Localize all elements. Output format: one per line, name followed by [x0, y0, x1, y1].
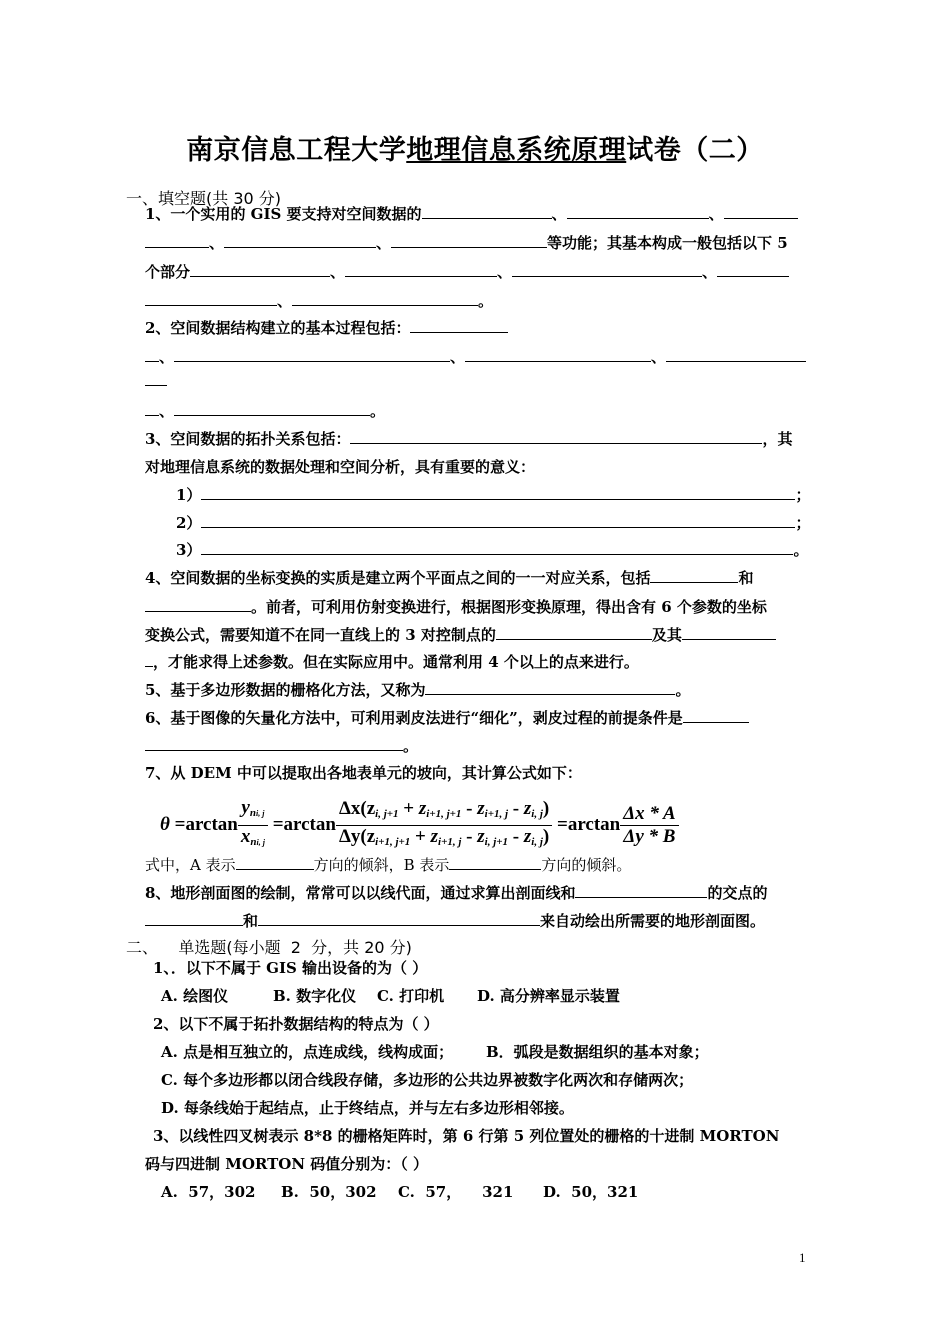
f3-num: Δx * A: [620, 803, 678, 826]
and: 和: [243, 912, 259, 930]
q4-line2-text: 。前者，可利用仿射变换进行，根据图形变换原理，得出含有 6 个参数的坐标: [251, 598, 767, 616]
q8-blank-1[interactable]: [575, 883, 707, 898]
mc1-option-c[interactable]: C. 打印机: [377, 987, 445, 1005]
sep: 、: [651, 348, 667, 366]
sep: 、: [708, 205, 724, 223]
mc3-option-b[interactable]: B. 50，302: [281, 1183, 377, 1201]
q5-blank[interactable]: [425, 680, 675, 695]
f1-num: y: [241, 797, 250, 818]
title-prefix: 南京信息工程大学: [186, 135, 407, 166]
q3-item-3: [176, 536, 808, 564]
q4-line4: [145, 648, 639, 676]
q7-blank-2[interactable]: [449, 855, 541, 870]
sep: 、: [450, 348, 466, 366]
q8-line2: [145, 907, 765, 935]
q1-blank-5[interactable]: [391, 233, 547, 248]
q5-line: [145, 676, 690, 704]
mc3-option-c[interactable]: C. 57， 321: [398, 1183, 514, 1201]
q3-item-label: 2）: [176, 514, 202, 532]
q1-line4: [145, 287, 493, 315]
q2-blank-1b[interactable]: [145, 347, 159, 362]
eq: =: [556, 813, 568, 835]
q6-text: 6、基于图像的矢量化方法中，可利用剥皮法进行“细化”，剥皮过程的前提条件是: [145, 709, 683, 727]
q4-text: 4、空间数据的坐标变换的实质是建立两个平面点之间的一一对应关系，包括: [145, 569, 651, 587]
mc3-option-a[interactable]: A. 57，302: [161, 1183, 256, 1201]
f1-den: x: [240, 826, 251, 847]
sep: 、: [330, 263, 346, 281]
q1-line1: [145, 200, 798, 228]
mc2-option-c[interactable]: C. 每个多边形都以闭合线段存储，多边形的公共边界被数字化两次和存储两次；: [161, 1071, 694, 1089]
q4-blank-4[interactable]: [682, 625, 776, 640]
mc1-option-a[interactable]: A. 绘图仪: [161, 987, 229, 1005]
section2-heading: 二、 单选题(每小题 2 分，共 20 分): [126, 938, 412, 957]
q3-blank[interactable]: [350, 429, 762, 444]
theta: θ: [160, 813, 170, 835]
q7-text: 7、从 DEM 中可以提取出各地表单元的坡向，其计算公式如下：: [145, 764, 582, 782]
q8-line1-end: 的交点的: [707, 884, 768, 902]
q3-item-blank[interactable]: [201, 540, 793, 555]
f1-sub: n: [249, 807, 256, 819]
q8-text: 8、地形剖面图的绘制，常常可以以线代面，通过求算出剖面线和: [145, 884, 576, 902]
fraction-2: $\frac{\Delta x(z_{i, j+1} + z_{i+1, j+1} - z_{i+1, j} - z_{i, j})}{\Delta y(z_{i+1, j+1} + z_{i+1, j} - z_{i, j+1} - z_{i, j})}$: [336, 798, 552, 853]
q8-line2-end: 来自动绘出所需要的地形剖面图。: [540, 912, 766, 930]
sep: 、: [277, 292, 293, 310]
q1-part-blank-3[interactable]: [512, 262, 702, 277]
q8-blank-2[interactable]: [145, 911, 243, 926]
mc2-option-a[interactable]: A. 点是相互独立的，点连成线，线构成面；: [161, 1043, 454, 1061]
mc2-option-b[interactable]: B．弧段是数据组织的基本对象；: [486, 1043, 709, 1061]
q1-blank-4[interactable]: [224, 233, 376, 248]
q7-blank-1[interactable]: [236, 855, 314, 870]
q4-line2: [145, 593, 767, 621]
q1-part-blank-5[interactable]: [292, 291, 478, 306]
sep: 、: [159, 348, 175, 366]
page-number: 1: [799, 1250, 806, 1265]
q2-text: 2、空间数据结构建立的基本过程包括：: [145, 319, 411, 337]
end-mark: 。: [403, 737, 419, 755]
q1-part-blank-4[interactable]: [717, 262, 789, 277]
mc3-option-d[interactable]: D. 50，321: [543, 1183, 639, 1201]
q2-blank-2[interactable]: [174, 347, 450, 362]
q7-formula: [160, 797, 679, 854]
end-mark: 。: [793, 541, 809, 559]
q2-line1: [145, 314, 508, 342]
eq: =: [174, 813, 186, 835]
mc1-option-b[interactable]: B. 数字化仪: [273, 987, 357, 1005]
q2-blank-3[interactable]: [465, 347, 651, 362]
semi: ；: [795, 486, 811, 504]
q1-blank-3[interactable]: [724, 204, 798, 219]
sep: 、: [376, 234, 392, 252]
q4-line3: [145, 621, 776, 649]
mc2-stem: 2、以下不属于拓扑数据结构的特点为（ ）: [153, 1015, 439, 1033]
page-title: [0, 128, 950, 167]
q6-blank-1[interactable]: [683, 708, 749, 723]
q2-overflow-rule: [145, 385, 167, 386]
arctan: arctan: [567, 813, 621, 835]
q2-blank-1[interactable]: [410, 318, 508, 333]
sep: 、: [209, 234, 225, 252]
f1-subsub: i, j: [256, 838, 265, 847]
and: 和: [738, 569, 754, 587]
f1-subsub: i, j: [255, 809, 265, 818]
fraction-1: [238, 797, 268, 854]
q3-item-blank[interactable]: [201, 485, 795, 500]
mc3-stem-line2: 码与四进制 MORTON 码值分别为：（ ）: [145, 1155, 428, 1173]
q4-line4-text: ，才能求得上述参数。但在实际应用中。通常利用 4 个以上的点来进行。: [153, 653, 639, 671]
sep: 、: [551, 205, 567, 223]
q3-item-2: [176, 509, 810, 537]
mc1-option-d[interactable]: D. 高分辨率显示装置: [477, 987, 620, 1005]
q3-item-label: 3）: [176, 541, 202, 559]
q3-item-blank[interactable]: [201, 513, 795, 528]
q4-line1: [145, 564, 753, 592]
q1-blank-3b[interactable]: [145, 233, 209, 248]
q2-line3: [145, 397, 385, 425]
q4-blank-1[interactable]: [650, 568, 738, 583]
sep: 、: [497, 263, 513, 281]
q7-after-2: 方向的倾斜，B 表示: [313, 856, 450, 874]
f1-sub: n: [250, 836, 257, 848]
q6-line2: [145, 732, 418, 760]
q3-item-label: 1）: [176, 486, 202, 504]
q4-blank-2[interactable]: [145, 597, 251, 612]
q1-part-blank-2[interactable]: [345, 262, 497, 277]
q4-blank-4b[interactable]: [145, 652, 153, 667]
q1-blank-1[interactable]: [422, 204, 552, 219]
q4-blank-3[interactable]: [496, 625, 652, 640]
arctan: arctan: [283, 813, 336, 835]
q7-after-1: 式中，A 表示: [145, 856, 236, 874]
q3-text: 3、空间数据的拓扑关系包括：: [145, 430, 351, 448]
q6-blank-2[interactable]: [145, 736, 403, 751]
q4-line3-text: 变换公式，需要知道不在同一直线上的 3 对控制点的: [145, 626, 496, 644]
q7-after: [145, 851, 631, 879]
q5-text: 5、基于多边形数据的栅格化方法，又称为: [145, 681, 426, 699]
q1-blank-2[interactable]: [567, 204, 709, 219]
arctan: arctan: [185, 813, 238, 835]
title-suffix: 试卷（二）: [626, 135, 764, 166]
q3-item-1: [176, 481, 810, 509]
mc1-stem: 1、．以下不属于 GIS 输出设备的为（ ）: [153, 959, 428, 977]
q2-blank-4[interactable]: [666, 347, 806, 362]
sep: 、: [159, 402, 175, 420]
q3-comma: ，其: [762, 430, 793, 448]
q6-line1: [145, 704, 749, 732]
q2-blank-4b[interactable]: [145, 401, 159, 416]
q1-line3-text: 个部分: [145, 263, 191, 281]
mc2-option-d[interactable]: D. 每条线始于起结点，止于终结点，并与左右多边形相邻接。: [161, 1099, 574, 1117]
q1-part-blank-1[interactable]: [190, 262, 330, 277]
f2-den: Δy(z: [338, 826, 376, 847]
semi: ；: [795, 514, 811, 532]
and: 及其: [651, 626, 682, 644]
q8-line1: [145, 879, 767, 907]
q1-line2: [145, 229, 788, 257]
f3-den: Δy * B: [623, 826, 676, 847]
q3-line2: 对地理信息系统的数据处理和空间分析，具有重要的意义：: [145, 458, 536, 476]
q1-line3: [145, 258, 789, 286]
title-underlined: 地理信息系统原理: [406, 135, 627, 166]
end-mark: 。: [370, 402, 386, 420]
q3-line1: [145, 425, 792, 453]
section1-heading: 一、填空题(共 30 分): [126, 189, 282, 208]
end-mark: 。: [675, 681, 691, 699]
q1-line2-end: 等功能；其基本构成一般包括以下 5: [547, 234, 788, 252]
f2-num: Δx(z: [338, 798, 376, 819]
q2-blank-5[interactable]: [174, 401, 370, 416]
sep: 、: [702, 263, 718, 281]
q1-part-blank-4b[interactable]: [145, 291, 277, 306]
q1-text: 1、一个实用的 GIS 要支持对空间数据的: [145, 205, 422, 223]
mc3-stem-line1: 3、以线性四叉树表示 8*8 的栅格矩阵时，第 6 行第 5 列位置处的栅格的十进制 MORTON: [153, 1127, 780, 1145]
q8-blank-3[interactable]: [258, 911, 540, 926]
q2-line2: [145, 343, 806, 371]
end-mark: 。: [478, 292, 494, 310]
eq: =: [272, 813, 284, 835]
fraction-3: [620, 803, 678, 848]
q7-after-3: 方向的倾斜。: [541, 856, 632, 874]
